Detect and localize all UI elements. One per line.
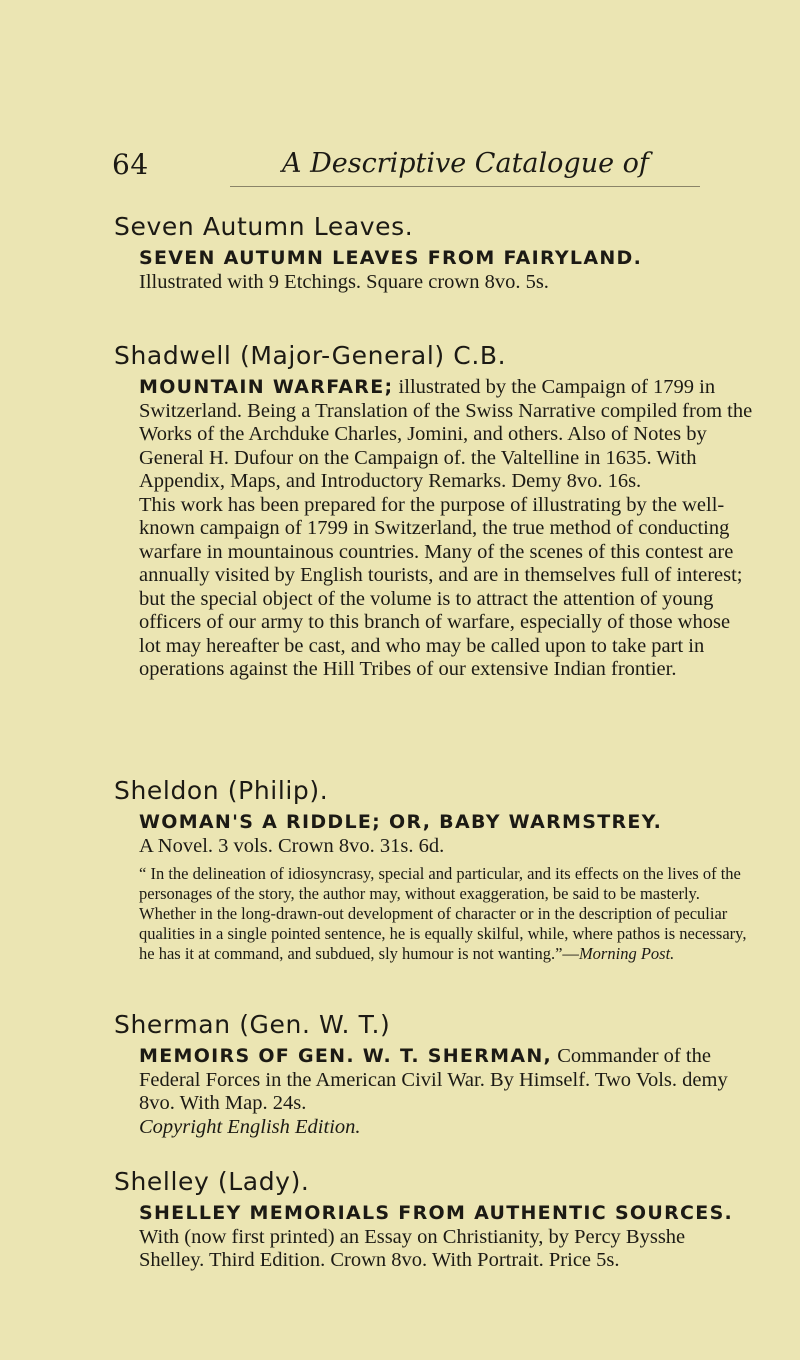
entry-body [139, 1202, 754, 1273]
book-title: MOUNTAIN WARFARE; [139, 376, 394, 398]
edition-note: Copyright English Edition. [139, 1115, 361, 1138]
running-title: A Descriptive Catalogue of [282, 148, 649, 179]
entry-note: This work has been prepared for the purpose of illustrating by the well-known campaign of 1799 in Switzerland, the true method of conducting warfare in mountainous countries. Many of the scenes of this contest are annually visited by English tourists, and are in themselves full of interest; but the special object of the volume is to attract the attention of young officers of our army to this branch of warfare, especially of those whose lot may hereafter be cast, and who may be called upon to take part in operations against the Hill Tribes of our extensive Indian frontier. [139, 493, 743, 680]
entry-description: illustrated by the Campaign of 1799 in Switzerland. Being a Translation of the Swiss Narrative compiled from the Works of the Archduke Charles, Jomini, and others. Also of Notes by General H. Dufour on the Campaign of. the Valtelline in 1635. With Appendix, Maps, and Introductory Remarks. Demy 8vo. 16s. [139, 376, 753, 492]
book-title: SHELLEY MEMORIALS FROM AUTHENTIC SOURCES. [139, 1202, 734, 1224]
entry-heading: Sherman (Gen. W. T.) [114, 1010, 391, 1039]
entry-body [139, 376, 754, 682]
catalogue-entry-seven-autumn-leaves [114, 212, 754, 294]
book-title: SEVEN AUTUMN LEAVES FROM FAIRYLAND. [139, 247, 643, 269]
entry-description: Commander of the Federal Forces in the American Civil War. By Himself. Two Vols. demy 8vo. With Map. 24s. [139, 1045, 728, 1114]
entry-body [139, 247, 754, 294]
book-title: MEMOIRS OF GEN. W. T. SHERMAN, [139, 1045, 553, 1067]
entry-description: With (now first printed) an Essay on Christianity, by Percy Bysshe Shelley. Third Edition. Crown 8vo. With Portrait. Price 5s. [139, 1225, 686, 1271]
entry-heading: Seven Autumn Leaves. [114, 212, 414, 241]
catalogue-entry-shadwell [114, 341, 754, 682]
catalogue-entry-sherman [114, 1010, 754, 1139]
running-head [0, 148, 800, 188]
header-rule [230, 186, 700, 187]
review-source: Morning Post. [578, 944, 675, 963]
page-number: 64 [112, 148, 149, 181]
review-quote [139, 864, 754, 964]
entry-body [139, 811, 754, 964]
entry-description: A Novel. 3 vols. Crown 8vo. 31s. 6d. [139, 834, 445, 857]
entry-description: Illustrated with 9 Etchings. Square crown 8vo. 5s. [139, 270, 549, 293]
entry-body [139, 1045, 754, 1139]
book-title: WOMAN'S A RIDDLE; OR, BABY WARMSTREY. [139, 811, 663, 833]
catalogue-entry-sheldon [114, 776, 754, 964]
entry-heading: Shelley (Lady). [114, 1167, 310, 1196]
catalogue-entry-shelley [114, 1167, 754, 1273]
review-quote-text: “ In the delineation of idiosyncrasy, special and particular, and its effects on the lives of the personages of the story, the author may, without exaggeration, be said to be masterly. Whether in the long-drawn-out development of character or in the description of peculiar qualities in a single pointed sentence, he is equally skilful, while, where pathos is necessary, he has it at command, and subdued, sly humour is not wanting.”— [139, 864, 747, 963]
entry-heading: Sheldon (Philip). [114, 776, 329, 805]
entry-heading: Shadwell (Major-General) C.B. [114, 341, 507, 370]
